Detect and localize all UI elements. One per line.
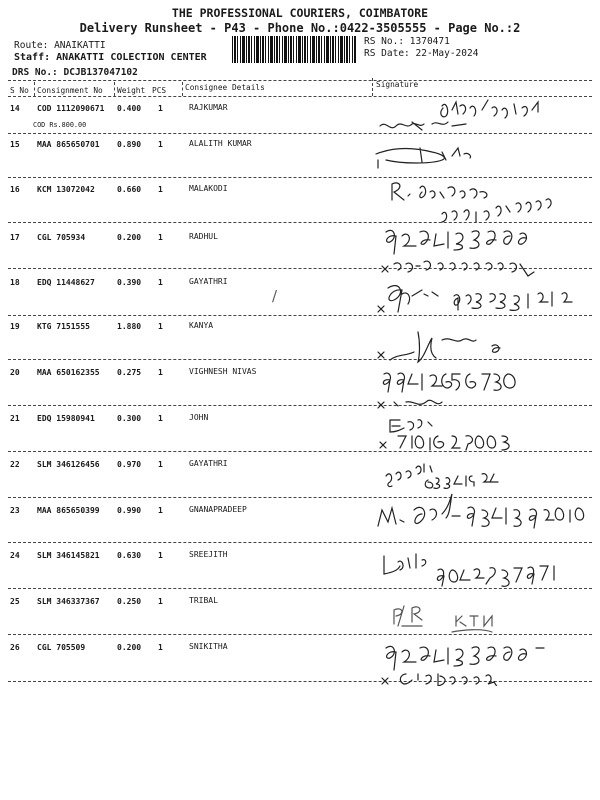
row-consignment: SLM 346145821 xyxy=(37,551,100,560)
signature-icon xyxy=(382,230,534,276)
row-consignee: ALALITH KUMAR xyxy=(189,139,252,148)
row-consignment: COD 1112090671 xyxy=(37,104,105,113)
row-weight: 0.250 xyxy=(117,597,142,606)
signature-icon xyxy=(386,464,498,488)
rs-no-line xyxy=(364,36,450,47)
row-pcs: 1 xyxy=(158,506,163,515)
row-consignee: GAYATHRI xyxy=(189,459,228,468)
staff-label: Staff: xyxy=(14,52,51,63)
row-pcs: 1 xyxy=(158,185,163,194)
route-line xyxy=(14,40,106,51)
company-name: THE PROFESSIONAL COURIERS, COIMBATORE xyxy=(171,6,429,20)
row-sno: 16 xyxy=(10,185,20,194)
row-pcs: 1 xyxy=(158,643,163,652)
row-consignee: GAYATHRI xyxy=(189,277,228,286)
col-sno: S No xyxy=(10,86,29,95)
row-sno: 14 xyxy=(10,104,20,113)
tick-mark-icon: / xyxy=(272,287,278,305)
row-pcs: 1 xyxy=(158,368,163,377)
row-pcs: 1 xyxy=(158,414,163,423)
row-consignee: TRIBAL xyxy=(189,596,218,605)
row-consignment: MAA 865650399 xyxy=(37,506,100,515)
signature-icon xyxy=(384,554,554,586)
row-weight: 0.990 xyxy=(117,506,142,515)
signatures-panel xyxy=(372,96,592,686)
row-sno: 25 xyxy=(10,597,20,606)
col-weight: Weight xyxy=(117,86,146,95)
row-pcs: 1 xyxy=(158,551,163,560)
row-consignment: SLM 346126456 xyxy=(37,460,100,469)
row-consignee: GNANAPRADEEP xyxy=(189,505,247,514)
row-consignee: JOHN xyxy=(189,413,209,422)
row-consignee: SREEJITH xyxy=(189,550,228,559)
row-consignment: EDQ 11448627 xyxy=(37,278,95,287)
signature-icon xyxy=(380,100,538,130)
signature-icon xyxy=(376,148,471,168)
row-consignee: KANYA xyxy=(189,321,214,330)
row-consignee: RAJKUMAR xyxy=(189,103,228,112)
col-divider xyxy=(114,82,115,96)
row-weight: 0.400 xyxy=(117,104,142,113)
rs-date-line xyxy=(364,48,478,59)
row-weight: 0.200 xyxy=(117,233,142,242)
signature-icon xyxy=(378,494,584,528)
signature-icon xyxy=(378,332,500,362)
row-consignee: SNIKITHA xyxy=(189,642,228,651)
barcode-icon xyxy=(232,36,356,63)
signature-icon xyxy=(394,606,492,632)
row-consignment: KTG 7151555 xyxy=(37,322,90,331)
route-value: ANAIKATTI xyxy=(54,40,106,51)
row-weight: 0.200 xyxy=(117,643,142,652)
col-divider xyxy=(182,82,183,96)
runsheet-title: Delivery Runsheet - P43 - Phone No.:0422-3505555 - Page No.:2 xyxy=(79,21,521,35)
col-consignee: Consignee Details xyxy=(185,83,265,92)
row-weight: 0.660 xyxy=(117,185,142,194)
row-sno: 26 xyxy=(10,643,20,652)
signature-icon xyxy=(378,373,515,408)
row-weight: 0.890 xyxy=(117,140,142,149)
row-sno: 17 xyxy=(10,233,20,242)
col-pcs: PCS xyxy=(152,86,167,95)
rs-no-label: RS No.: xyxy=(364,36,405,47)
row-pcs: 1 xyxy=(158,140,163,149)
staff-value: ANAKATTI COLECTION CENTER xyxy=(56,52,207,63)
row-cod-note: COD Rs.800.00 xyxy=(33,121,87,129)
rs-no-value: 1370471 xyxy=(409,36,450,47)
signature-icon xyxy=(380,420,509,450)
drs-line xyxy=(12,67,138,78)
row-consignment: EDQ 15980941 xyxy=(37,414,95,423)
row-pcs: 1 xyxy=(158,278,163,287)
row-sno: 20 xyxy=(10,368,20,377)
row-weight: 0.275 xyxy=(117,368,142,377)
row-sno: 15 xyxy=(10,140,20,149)
signature-icon xyxy=(378,286,572,312)
table-top-rule xyxy=(8,80,592,81)
staff-line xyxy=(14,52,207,63)
row-consignee: RADHUL xyxy=(189,232,218,241)
row-weight: 0.970 xyxy=(117,460,142,469)
row-consignment: KCM 13072042 xyxy=(37,185,95,194)
row-pcs: 1 xyxy=(158,233,163,242)
signature-icon xyxy=(392,183,551,222)
row-weight: 0.390 xyxy=(117,278,142,287)
row-sno: 18 xyxy=(10,278,20,287)
route-label: Route: xyxy=(14,40,49,51)
row-sno: 22 xyxy=(10,460,20,469)
row-consignee: VIGHNESH NIVAS xyxy=(189,367,257,376)
row-consignment: MAA 865650701 xyxy=(37,140,100,149)
row-consignment: SLM 346337367 xyxy=(37,597,100,606)
row-pcs: 1 xyxy=(158,460,163,469)
rs-date-label: RS Date: xyxy=(364,48,410,59)
drs-value: DCJB137047102 xyxy=(63,67,138,78)
row-consignment: CGL 705509 xyxy=(37,643,86,652)
row-pcs: 1 xyxy=(158,322,163,331)
row-weight: 0.300 xyxy=(117,414,142,423)
row-pcs: 1 xyxy=(158,597,163,606)
row-consignment: MAA 650162355 xyxy=(37,368,100,377)
col-consignment: Consignment No xyxy=(37,86,103,95)
row-pcs: 1 xyxy=(158,104,163,113)
signature-icon xyxy=(382,646,544,686)
row-consignee: MALAKODI xyxy=(189,184,228,193)
row-sno: 23 xyxy=(10,506,20,515)
rs-date-value: 22-May-2024 xyxy=(415,48,479,59)
col-divider xyxy=(34,82,35,96)
col-signature: Signature xyxy=(376,80,419,89)
row-sno: 24 xyxy=(10,551,20,560)
row-sno: 21 xyxy=(10,414,20,423)
drs-label: DRS No.: xyxy=(12,67,58,78)
col-divider xyxy=(372,78,373,96)
row-weight: 0.630 xyxy=(117,551,142,560)
row-consignment: CGL 705934 xyxy=(37,233,86,242)
row-sno: 19 xyxy=(10,322,20,331)
row-weight: 1.880 xyxy=(117,322,142,331)
